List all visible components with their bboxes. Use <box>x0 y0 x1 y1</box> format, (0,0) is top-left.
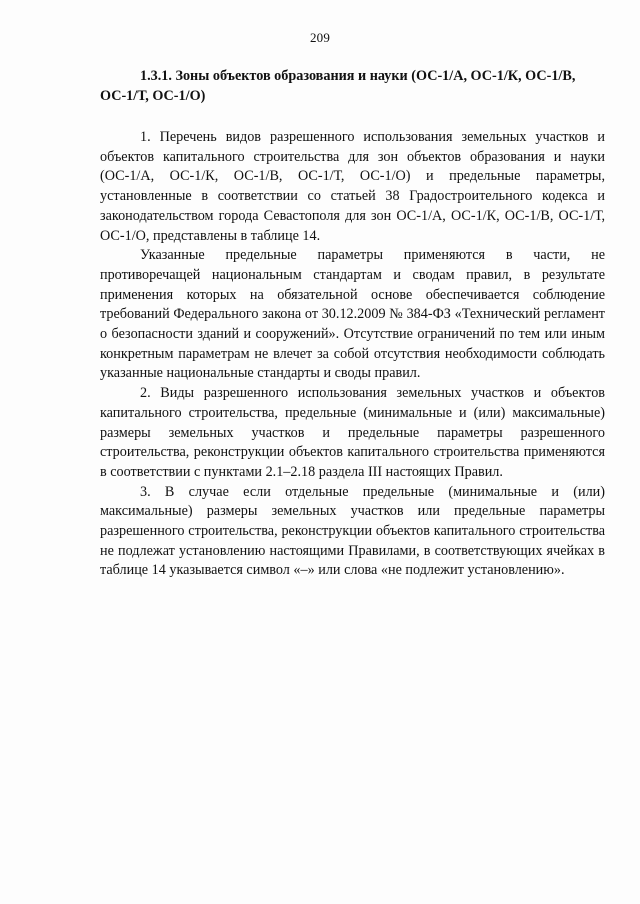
paragraph-3: 2. Виды разрешенного использования земельных участков и объектов капитального строительства, предельные (минимальные и (или) максимальные) размеры земельных участков и предельные параметры разрешенного строительства, реконструкции объектов капитального строительства применяются в соответствии с пунктами 2.1–2.18 раздела III настоящих Правил. <box>100 385 605 480</box>
paragraph-2: Указанные предельные параметры применяются в части, не противоречащей национальным стандартам и сводам правил, в результате применения которых на обязательной основе обеспечивается соблюдение требований Федерального закона от 30.12.2009 № 384-ФЗ «Технический регламент о безопасности зданий и сооружений». Отсутствие ограничений по тем или иным конкретным параметрам не влечет за собой отсутствия необходимости соблюдать указанные национальные стандарты и своды правил. <box>100 247 605 382</box>
paragraph-1: 1. Перечень видов разрешенного использования земельных участков и объектов капитального строительства для зон объектов образования и науки (ОС-1/А, ОС-1/К, ОС-1/В, ОС-1/Т, ОС-1/О) и предельные параметры, установленные в соответствии со статьей 38 Градостроительного кодекса и законодательством города Севастополя для зон ОС-1/А, ОС-1/К, ОС-1/В, ОС-1/Т, ОС-1/О, представлены в таблице 14. <box>100 129 605 244</box>
paragraph-4: 3. В случае если отдельные предельные (минимальные и (или) максимальные) размеры земельных участков или предельные параметры разрешенного строительства, реконструкции объектов капитального строительства не подлежат установлению настоящими Правилами, в соответствующих ячейках в таблице 14 указывается символ «–» или слова «не подлежит установлению». <box>100 483 605 579</box>
section-heading: 1.3.1. Зоны объектов образования и науки (ОС-1/А, ОС-1/К, ОС-1/В, ОС-1/Т, ОС-1/О) <box>100 68 576 104</box>
page-number: 209 <box>309 30 331 45</box>
document-body <box>100 66 605 581</box>
